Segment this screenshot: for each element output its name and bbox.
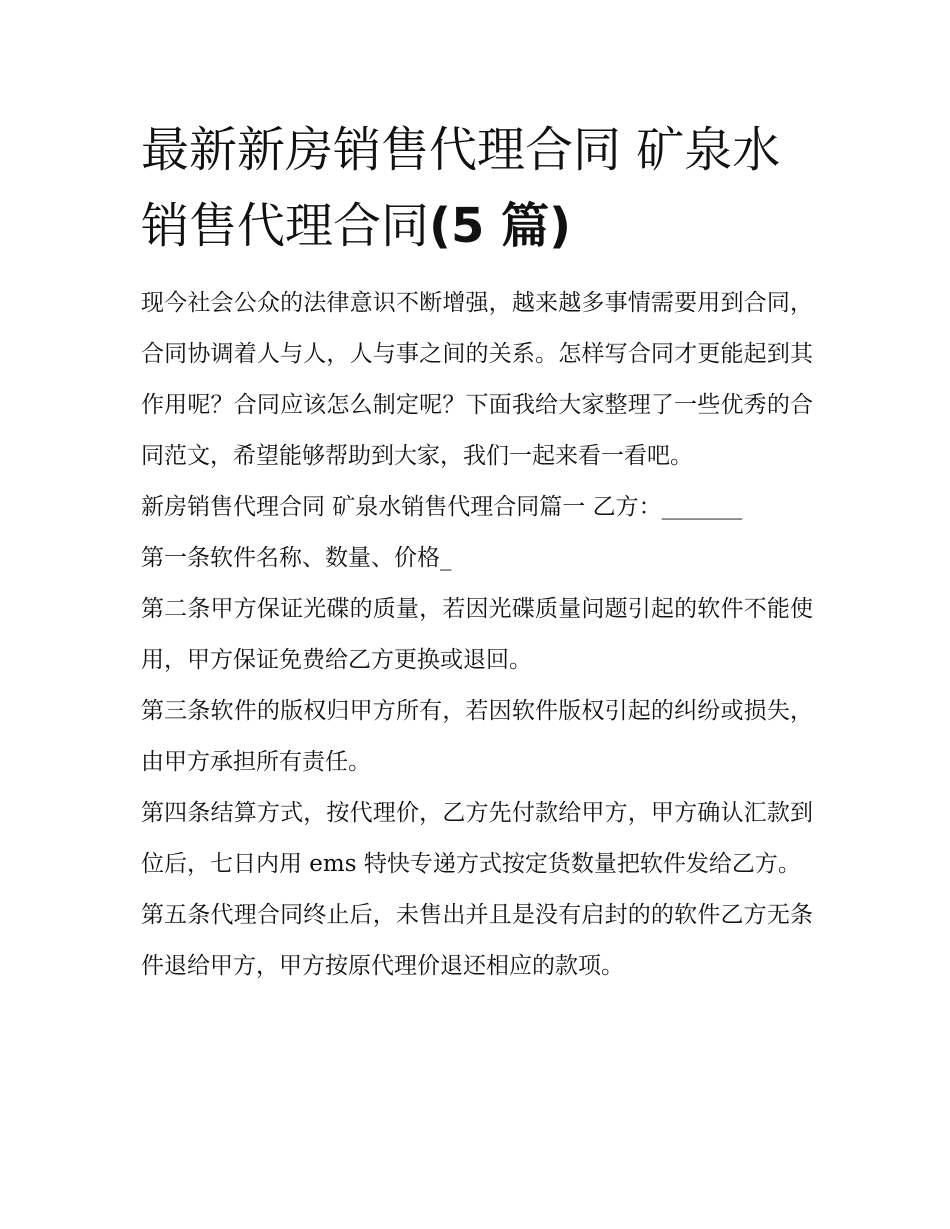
clause-3-paragraph: 第三条软件的版权归甲方所有，若因软件版权引起的纠纷或损失，由甲方承担所有责任。 [141,698,813,775]
intro-paragraph: 现今社会公众的法律意识不断增强，越来越多事情需要用到合同，合同协调着人与人，人与事之间的关系。怎样写合同才更能起到其作用呢？合同应该怎么制定呢？下面我给大家整理了一些优秀的合同范文，希望能够帮助到大家，我们一起来看一看吧。 [141,290,813,469]
clause-4-paragraph: 第四条结算方式，按代理价，乙方先付款给甲方，甲方确认汇款到位后，七日内用 ems 特快专递方式按定货数量把软件发给乙方。 [141,800,813,877]
clause-5-paragraph: 第五条代理合同终止后，未售出并且是没有启封的的软件乙方无条件退给甲方，甲方按原代理价退还相应的款项。 [141,902,813,979]
document-title-suffix: (5 篇) [429,198,572,254]
document-title-main: 最新新房销售代理合同 矿泉水销售代理合同 [141,122,781,254]
clause-2-paragraph: 第二条甲方保证光碟的质量，若因光碟质量问题引起的软件不能使用，甲方保证免费给乙方更换或退回。 [141,596,813,673]
section-heading-paragraph: 新房销售代理合同 矿泉水销售代理合同篇一 乙方：_______ [141,494,743,520]
document-page [141,112,813,992]
clause-1-paragraph: 第一条软件名称、数量、价格_ [141,545,452,571]
document-title [141,112,813,264]
